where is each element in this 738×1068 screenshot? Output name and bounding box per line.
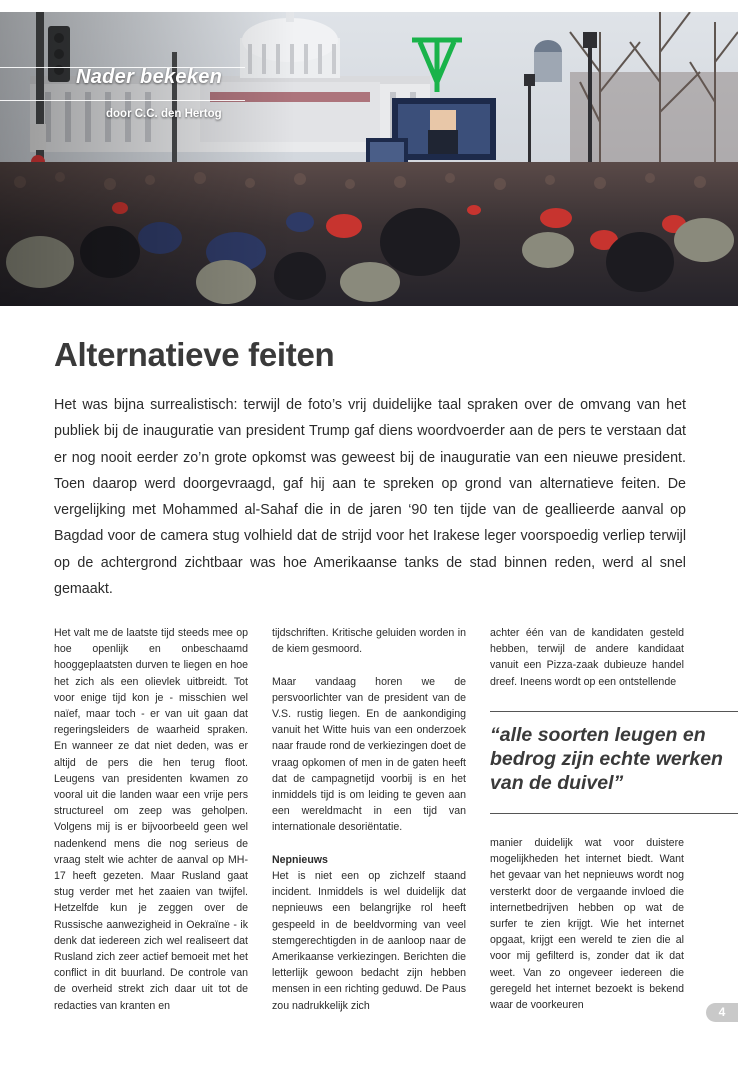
paragraph: Het valt me de laatste tijd steeds mee op hoe openlijk en onbeschaamd hooggeplaatsten durven te liegen en hoe het zich als een olievlek uitbreidt. Tot voor enige tijd kon je - misschien wel naïef, maar toch - er van uit gaan dat regeringsleiders de waarheid spraken. En wanneer ze dat niet deden, was er altijd de pers die hen terug floot. Leugens van presidenten kwamen zo vooral uit die landen waar een vrije pers structureel om zeep was geholpen. Volgens mij is er bijvoorbeeld geen wel nadenkend mens die nog serieus de vraag stelt wie achter de aanval op MH-17 heeft gezeten. Maar Rusland gaat stug verder met het zaaien van twijfel. Hetzelfde kun je zeggen over de Russische aanwezigheid in Oekraïne - ik denk dat iedereen zich wel realiseert dat Rusland zich zeer actief bemoeit met het conflict in dit buurland. De controle van de overheid strekt zich daar uit tot de redacties van kranten en xyxy=(54,627,248,1012)
article-title: Alternatieve feiten xyxy=(54,336,335,373)
section-label: Nader bekeken xyxy=(76,66,223,88)
header-rule-bottom xyxy=(0,100,245,101)
paragraph: Maar vandaag horen we de persvoorlichter van de president van de V.S. rustig liegen. En de aankondiging vanuit het Witte huis van een onderzoek naar fraude rond de verkiezingen doet de vraag opkomen of men in de gaten heeft dat de campagnetijd voorbij is en het inmiddels tijd is om leiding te geven aan een wereldmacht in een tijd van internationale desoriëntatie. xyxy=(272,675,466,834)
lead-paragraph: Het was bijna surrealistisch: terwijl de foto’s vrij duidelijke taal spraken over de omvang van het publiek bij de inauguratie van president Trump gaf diens woordvoerder aan de pers te verstaan dat er nog nooit eerder zo’n grote opkomst was geweest bij de inauguratie van een nieuwe president. Toen daarop werd doorgevraagd, gaf hij aan te spreken op grond van alternatieve feiten. De vergelijking met Mohammed al-Sahaf die in de jaren ‘90 ten tijde van de geallieerde aanval op Bagdad voor de camera stug volhield dat de strijd voor het Irakese leger voorspoedig verliep terwijl op de achtergrond zichtbaar was hoe Amerikaanse tanks de stad binnen reden, werd al snel gemaakt. xyxy=(54,397,686,598)
pull-quote-rule-top xyxy=(490,711,738,712)
body-column-2 xyxy=(272,625,466,1014)
byline: door C.C. den Hertog xyxy=(106,108,222,120)
pull-quote: “alle soorten leugen en bedrog zijn echte werken van de duivel” xyxy=(490,724,723,794)
paragraph: tijdschriften. Kritische geluiden worden in de kiem gesmoord. xyxy=(272,627,466,656)
hero-photo xyxy=(0,12,738,306)
paragraph: manier duidelijk wat voor duistere mogelijkheden het internet biedt. Want het gevaar van het nepnieuws wordt nog versterkt door de vergaande invloed die internetbedrijven hebben op wat de surfer te zien krijgt. Wie het internet opgaat, krijgt een wereld te zien die al voor mij gefilterd is, zonder dat ik dat weet. Van zo ongeveer iedereen die geregeld het internet bezoekt is bekend waar de voorkeuren xyxy=(490,837,684,1012)
body-column-3-top xyxy=(490,625,684,690)
page-number: 4 xyxy=(706,1003,738,1022)
paragraph: achter één van de kandidaten gesteld hebben, terwijl de andere kandidaat vanuit een Pizza-zaak dubieuze handel dreef. Ineens wordt op een ontstellende xyxy=(490,627,684,688)
paragraph: Het is niet een op zichzelf staand incident. Inmiddels is wel duidelijk dat nepnieuws een belangrijke rol heeft gespeeld in de beeldvorming van veel stemgerechtigden in de aanloop naar de Amerikaanse verkiezingen. Berichten die letterlijk gewoon bedacht zijn hebben mensen in een richting geduwd. De Paus zou nadrukkelijk zich xyxy=(272,870,466,1012)
body-column-1 xyxy=(54,625,248,1014)
pull-quote-rule-bottom xyxy=(490,813,738,814)
body-column-3-bottom xyxy=(490,835,684,1013)
subheading: Nepnieuws xyxy=(272,853,328,866)
inauguration-crowd-image xyxy=(0,12,738,306)
